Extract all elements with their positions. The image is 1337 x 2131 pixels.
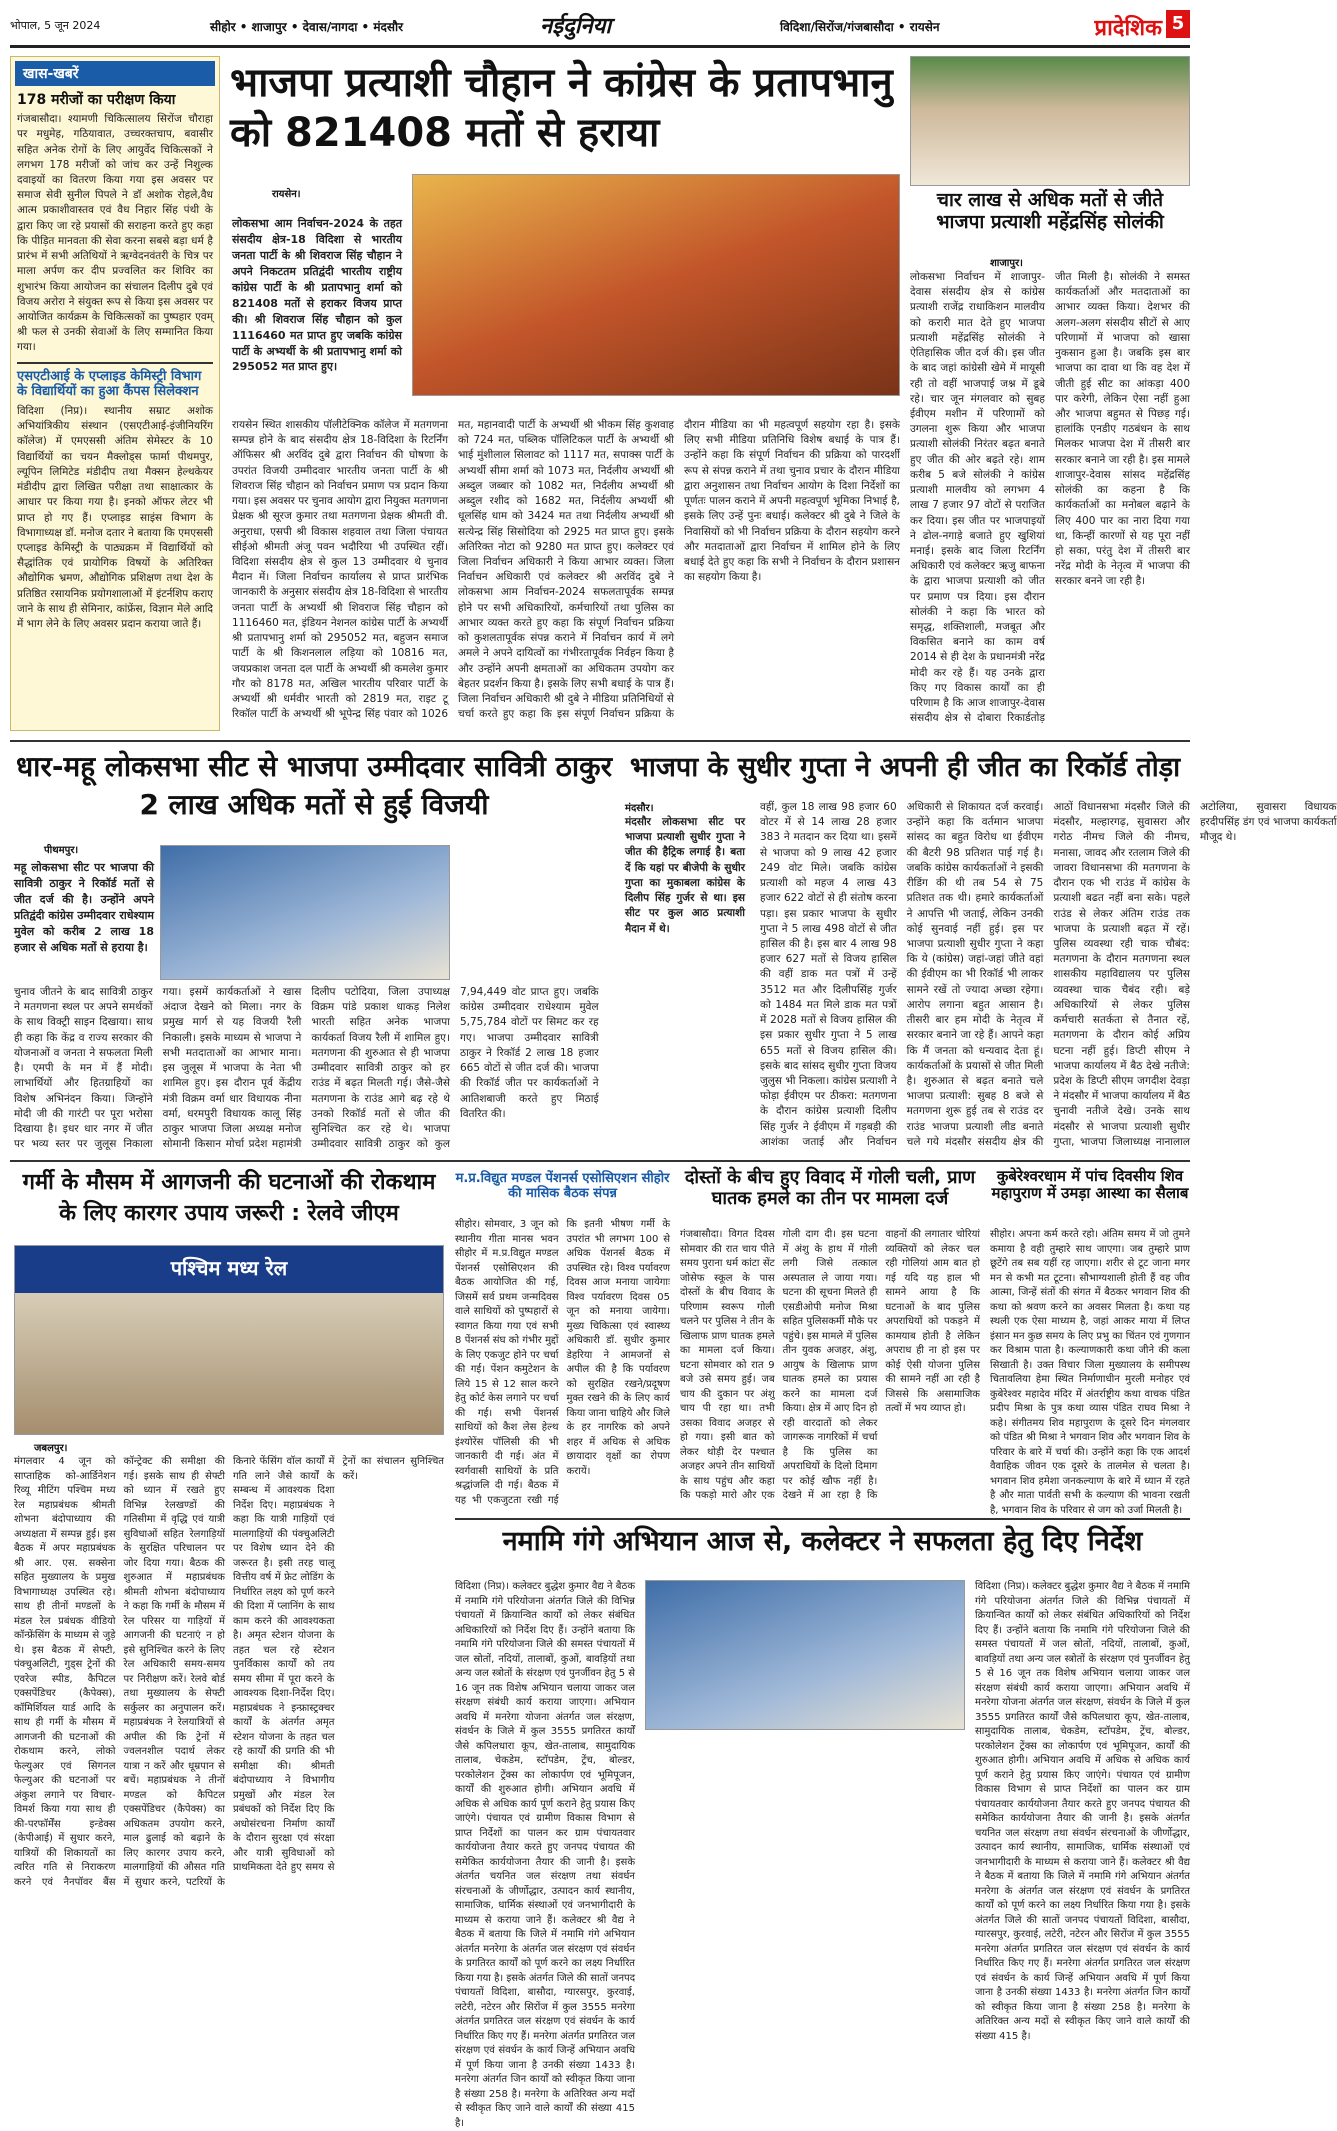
- khas-khabar-sidebar: [10, 56, 220, 731]
- namami-photo: [645, 1580, 965, 1730]
- dateline: रायसेन।: [272, 189, 301, 200]
- story-body: विदिशा (निप्र)। स्थानीय सम्राट अशोक अभियांत्रिकीय संस्थान (एसएटीआई-इंजीनियरिंग कॉलेज) में एमएससी अंतिम सेमेस्टर के 10 विद्यार्थियों का चयन मैक्लोड्स फार्मा पीथमपुर, ल्यूपिन लिमिटेड मंडीदीप तथा मैक्सन हेल्थकेयर मंडीदीप द्वारा लिखित परीक्षा तथा साक्षात्कार के आधार पर किया गया है। इनको ऑफर लेटर भी प्राप्त हो गए हैं। एप्लाइड साइंस विभाग के विभागाध्यक्ष डॉ. मनोज दतार ने बताया कि एमएससी एप्लाइड केमिस्ट्री के पाठ्यक्रम में विद्यार्थियों को सैद्धांतिक एवं प्रायोगिक विषयों के अतिरिक्त औद्योगिक भ्रमण, औद्योगिक प्रशिक्षण तथा देश के प्रतिष्ठित रसायनिक प्रयोगशालाओं में इंटर्नशिप कराए जाने के साथ ही सेमिनार, कांफ्रेंस, विज्ञान मेले आदि में भाग लेने के लिए अवसर प्रदान कराया जाते हैं।: [17, 404, 214, 631]
- dateline: शाजापुर।: [990, 258, 1023, 269]
- page-number: 5: [1166, 10, 1190, 38]
- issue-date: भोपाल, 5 जून 2024: [10, 19, 101, 32]
- kuber-body: सीहोर। अपना कर्म करते रहो। अंतिम समय में जो तुमने कमाया है वही तुम्हारे साथ जाएगा। जब तुम्हारे प्राण छूटेंगे तब सब यहीं रह जाएगा। शरीर से टूट जाना मगर मन से कभी मत टूटना। सौभाग्यशाली होती हैं वह जीव आत्मा, जिन्हें संतों की संगत में बैठकर भगवान शिव की कथा को श्रवण करने का अवसर मिलता है। कथा यह स्थली एक ऐसा माध्यम है, जहां आकर माया में लिप्त इंसान मन कुछ समय के लिए प्रभु का चिंतन एवं गुणगान कर विश्राम पाता है। कल्याणकारी कथा जीने की कला सिखाती है। उक्त विचार जिला मुख्यालय के समीपस्थ चितावलिया हेमा स्थित निर्माणाधीन मुरली मनोहर एवं कुबेरेश्वर महादेव मंदिर में अंतर्राष्ट्रीय कथा वाचक पंडित प्रदीप मिश्रा के पुत्र कथा व्यास पंडित राघव मिश्रा ने कहे। संगीतमय शिव महापुराण के दूसरे दिन मंगलवार को पंडित श्री मिश्रा ने भगवान शिव और भगवान शिव के परिवार के बारे में चर्चा की। उन्होंने कहा कि एक आदर्श वैवाहिक जीवन एक दूसरे के तालमेल से चलता है। भगवान शिव हमेशा जनकल्याण के बारे में ध्यान में रहते है और माता पार्वती सभी के कल्याण की भावना रखती है, भगवान शिव के परिवार से जग को उर्जा मिलती है।: [990, 1229, 1190, 1516]
- savitri-intro: महू लोकसभा सीट पर भाजपा की सावित्री ठाकुर ने रिकॉर्ड मतों से जीत दर्ज की है। उन्होंने अपने प्रतिद्वंदी कांग्रेस उम्मीदवार राधेश्याम मुवेल को करीब 2 लाख 18 हजार से अधिक मतों से हराया है।: [14, 861, 154, 954]
- cities-left: सीहोर • शाजापुर • देवास/नागदा • मंदसौर: [210, 20, 404, 34]
- dateline: जबलपुर।: [34, 1443, 68, 1454]
- dateline: मंदसौर।: [625, 803, 654, 814]
- story-headline: एसएटीआई के एप्लाइड केमिस्ट्री विभाग के विद्यार्थियों का हुआ कैंपस सिलेक्शन: [17, 369, 202, 400]
- dosto-body: गंजबासौदा। विगत दिवस सोमवार की रात चाय पीते समय पुराना धर्म कांटा सेंट जोसेफ स्कूल के पास दोस्तों के बीच विवाद के परिणाम स्वरूप गोली चलने पर पुलिस ने तीन के खिलाफ प्राण घातक हमले का मामला दर्ज किया। घटना सोमवार को रात 9 बजे उसे समय हुई। जब चाय की दुकान पर अंशु चाय पी रहा था। तभी उसका विवाद अजहर से हो गया। इसी बात को लेकर थोड़ी देर पश्चात अजहर अपने तीन साथियों के साथ पहुंच और कहा कि पकड़ो मारो और एक गोली दाग दी। इस घटना में अंशु के हाथ में गोली लगी जिसे तत्काल अस्पताल ले जाया गया। घटना की सूचना मिलते ही एसडीओपी मनोज मिश्रा सहित पुलिसकर्मी मौके पर पहुंचे। इस मामले में पुलिस तीन युवक अजहर, अंशु, आयुष के खिलाफ प्राण घातक हमले का प्रयास करने का मामला दर्ज किया। क्षेत्र में आए दिन हो रही वारदातों को लेकर जागरूक नागरिकों में चर्चा है कि पुलिस का अपराधियों के दिलो दिमाग पर कोई खौफ नहीं है। देखने में आ रहा है कि वाहनों की लगातार चोरियां व्यक्तियों को लेकर चल रही गोलियां आम बात हो गई यदि यह हाल भी सामने आया है कि घटनाओं के बाद पुलिस अपराधियों को पकड़ने में कामयाब होती है लेकिन अपराध ही ना हो इस पर कोई ऐसी योजना पुलिस की सामने नहीं आ रही है जिससे कि असामाजिक तत्वों में भय व्याप्त हो।: [680, 1229, 980, 1501]
- rail-body: मंगलवार 4 जून को साप्ताहिक को-आर्डिनेशन रिव्यू मीटिंग पश्चिम मध्य रेल महाप्रबंधक श्रीमती शोभना बंदोपाध्याय की अध्यक्षता में सम्पन्न हुई। इस बैठक में अपर महाप्रबंधक श्री आर. एस. सक्सेना सहित मुख्यालय के प्रमुख विभागाध्यक्ष उपस्थित रहे। साथ ही तीनों मण्डलों के मंडल रेल प्रबंधक वीडियो कॉन्फ्रेंसिंग के माध्यम से जुड़े थे। इस बैठक में सेफ्टी, पंक्चुअलिटी, गुड्स ट्रेनों की एवरेज स्पीड, कैपिटल एक्सपेंडिचर (कैपेक्स), कॉमिर्शियल यार्ड आदि के साथ ही गर्मी के मौसम में आगजनी की घटनाओं की रोकथाम करने, लोको फेल्युअर एवं सिगनल फेल्युअर की घटनाओं पर अंकुश लगाने पर विचार-विमर्श किया गया साथ ही की-परफॉर्मेंस इन्डेक्स (केपीआई) में सुधार करने, यात्रियों की शिकायतों का त्वरित गति से निराकरण करने एवं नैनपॉवर बैंस कॉन्ट्रेक्ट की समीक्षा की गई। इसके साथ ही सेफ्टी को ध्यान में रखते हुए विभिन्न रेलखण्डों की गतिसीमा में वृद्धि एवं यात्री सुविधाओं सहित रेलगाड़ियों के सुरक्षित परिचालन पर जोर दिया गया। बैठक की शुरुआत में महाप्रबंधक श्रीमती शोभना बंदोपाध्याय ने कहा कि गर्मी के मौसम में रेल परिसर या गाड़ियों में आगजनी की घटनाएं न हो इसे सुनिश्चित करने के लिए रेल अधिकारी समय-समय पर निरीक्षण करें। रेलवे बोर्ड तथा मुख्यालय के सेफ्टी सर्कुलर का अनुपालन करें। महाप्रबंधक ने रेलयात्रियों से अपील की कि ट्रेनों में ज्वलनशील पदार्थ लेकर यात्रा न करें और धूम्रपान से बचें। महाप्रबंधक ने तीनों मण्डल को कैपिटल एक्सपेंडिचर (कैपेक्स) का अधिकतम उपयोग करने, माल ढुलाई को बढ़ाने के लिए कारगर उपाय करने, मालगाड़ियों की औसत गति में सुधार करने, पटरियों के किनारे फेंसिंग वॉल कार्यों में गति लाने जैसे कार्यों के सम्बन्ध में आवश्यक दिशा निर्देश दिए। महाप्रबंधक ने कहा कि यात्री गाड़ियों एवं मालगाड़ियों की पंक्चुअलिटी पर विशेष ध्यान देने की जरूरत है। इसी तरह चालू वित्तीय वर्ष में फ्रेट लोडिंग के निर्धारित लक्ष्य को पूर्ण करने की दिशा में प्लानिंग के साथ काम करने की आवश्यकता है। अमृत स्टेशन योजना के तहत चल रहे स्टेशन पुनर्विकास कार्यों को तय समय सीमा में पूरा करने के आवश्यक दिशा-निर्देश दिए। महाप्रबंधक ने इन्फ्रास्ट्रक्चर कार्यों के अंतर्गत अमृत स्टेशन योजना के तहत चल रहे कार्यों की प्रगति की भी समीक्षा की। श्रीमती बंदोपाध्याय ने विभागीय प्रमुखों और मंडल रेल प्रबंधकों को निर्देश दिए कि अधोसंरचना निर्माण कार्यों के दौरान सुरक्षा एवं संरक्षा और यात्री सुविधाओं को प्राथमिकता देते हुए समय से ट्रेनों का संचालन सुनिश्चित करें।: [14, 1456, 444, 1888]
- namami-headline: नमामि गंगे अभियान आज से, कलेक्टर ने सफलता हेतु दिए निर्देश: [502, 1526, 1143, 1557]
- rail-banner-text: पश्चिम मध्य रेल: [170, 1256, 288, 1280]
- divider: [455, 1518, 1190, 1520]
- lead-headline: भाजपा प्रत्याशी चौहान ने कांग्रेस के प्रतापभानु को 821408 मतों से हराया: [230, 60, 893, 156]
- gupta-body: वहीं, कुल 18 लाख 98 हजार 60 वोटर में से 14 लाख 28 हजार 383 ने मतदान कर दिया था। इसमें से भाजपा को 9 लाख 42 हजार 249 वोट मिले। जबकि कांग्रेस प्रत्याशी को महज 4 लाख 43 हजार 622 वोटों से ही संतोष करना पड़ा। इस प्रकार भाजपा के सुधीर गुप्ता ने 5 लाख 498 वोटों से जीत हासिल की है। इस बार 4 लाख 98 हजार 627 मतों से विजय हासिल की वहीं डाक मत पत्रों में उन्हें 3512 मत और दिलीपसिंह गुर्जर को 1484 मत मिले डाक मत पत्रों में 2028 मतों से विजय हासिल की इस प्रकार सुधीर गुप्ता ने 5 लाख 655 मतों से विजय हासिल की। इसके बाद सांसद सुधीर गुप्ता विजय जुलुस भी निकला। कांग्रेस प्रत्याशी ने फोड़ा ईवीएम पर ठीकरा: मतगणना के दौरान कांग्रेस प्रत्याशी दिलीप सिंह गुर्जर ने ईवीएम में गड़बड़ी की आशंका जताई और निर्वाचन अधिकारी से शिकायत दर्ज करवाई। उन्होंने कहा कि वर्तमान भाजपा सांसद का बहुत विरोध था ईवीएम की बैटरी 98 प्रतिशत पाई गई है। जबकि कांग्रेस कार्यकर्ताओं ने इसकी रीडिंग की थी तब 54 से 75 प्रतिशत तक थी। हमारे कार्यकर्ताओं ने आपत्ति भी जताई, लेकिन उनकी कोई सुनवाई नहीं हुई। इस पर भाजपा प्रत्याशी सुधीर गुप्ता ने कहा कि ये (कांग्रेस) जहां-जहां जीते वहां की ईवीएम का भी रिकॉर्ड भी लाकर सामने रखें तो ज्यादा अच्छा रहेगा। आरोप लगाना बहुत आसान है। तीसरी बार हम मोदी के नेतृत्व में सरकार बनाने जा रहे हैं। आपने कहा कि मैं जनता को धन्यवाद देता हूं। कार्यकर्ताओं के प्रयासों से जीत मिली है। शुरुआत से बढ़त बनाते चले भाजपा प्रत्याशी: सुबह 8 बजे से मतगणना शुरू हुई तब से राउंड दर राउंड भाजपा प्रत्याशी लीड बनाते चले गये मंदसौर संसदीय क्षेत्र की आठों विधानसभा मंदसौर जिले की मंदसौर, मल्हारगढ़, सुवासरा और गरोठ नीमच जिले की नीमच, मनासा, जावद और रतलाम जिले की जावरा विधानसभा की मतगणना के दौरान एक भी राउंड में कांग्रेस के प्रत्याशी बढत नहीं बना सके। पहले राउंड से लेकर अंतिम राउंड तक भाजपा के प्रत्याशी बढ़त में रहें। पुलिस व्यवस्था रही चाक चौबंद: मतगणना के दौरान मतगणना स्थल शासकीय महाविद्यालय पर पुलिस व्यवस्था चाक चैबंद रही। बड़े अधिकारियों से लेकर पुलिस कर्मचारी सतर्कता से तैनात रहें, मतगणना के दौरान कोई अप्रिय घटना नहीं हुई। डिप्टी सीएम ने भाजपा कार्यालय में बैठ देखे नतीजे: प्रदेश के डिप्टी सीएम जगदीश देवड़ा ने मंदसौर में भाजपा कार्यालय में बैठ चुनावी नतीजे देखे। उनके साथ मंदसौर से भाजपा प्रत्याशी सुधीर गुप्ता, भाजपा जिलाध्यक्ष नानालाल अटोलिया, सुवासरा विधायक हरदीपसिंह डंग एवं भाजपा कार्यकर्ता मौजूद थे।: [760, 801, 1337, 1148]
- savitri-headline: धार-महू लोकसभा सीट से भाजपा उम्मीदवार सावित्री ठाकुर 2 लाख अधिक मतों से हुई विजयी: [15, 750, 613, 821]
- solanki-photo: [910, 56, 1190, 186]
- story-body: गंजबासौदा। श्यामणी चिकित्सालय सिरोंज चौराहा पर मधुमेह, गठियावात, उच्चरक्तचाप, बवासीर सहित अनेक रोगों के लिए आयुर्वेद चिकित्सकों ने लगभग 178 मरीजों को जांच कर उन्हें निशुल्क दवाइयों का वितरण किया गया इस अवसर पर समाज सेवी सुनील पिपले ने डॉ अशोक रोहले,वैध आत्म प्रकाशीवास्तव एवं वैध निहार सिंह पंथी के द्वारा किए जा रहे प्रयासों की सराहना करते हुए कहा कि पीड़ित मानवता की सेवा करना सबसे बड़ा धर्म है प्रारंभ में सभी अतिथियों ने ऋग्वेदनवंतरी के चित्र पर माला अर्पण कर दीप प्रज्वलित कर शिविर का शुभारंभ किया आयोजन का संचालन दिलीप दुबे एवं विजय अरोरा ने संयुक्त रूप से किया इस अवसर पर आयोजित कार्यक्रम के चिकित्सकों का पुष्पहार एवम् श्री फल से उनकी सेवाओं के लिए सम्मानित किया गया।: [17, 113, 213, 354]
- lead-intro: लोकसभा आम निर्वाचन-2024 के तहत संसदीय क्षेत्र-18 विदिशा से भारतीय जनता पार्टी के श्री शिवराज सिंह चौहान ने अपने निकटतम प्रतिद्वंदी भारतीय राष्ट्रीय कांग्रेस पार्टी के श्री प्रतापभानु शर्मा को 821408 मतों से हराकर विजय प्राप्त की। श्री शिवराज सिंह चौहान को कुल 1116460 मत प्राप्त हुए जबकि कांग्रेस पार्टी के अभ्यर्थी के श्री प्रतापभानु शर्मा को 295052 मत प्राप्त हुए।: [232, 217, 402, 374]
- savitri-continuation: [460, 840, 610, 1155]
- story-headline: 178 मरीजों का परीक्षण किया: [17, 92, 176, 108]
- solanki-body: लोकसभा निर्वाचन में शाजापुर-देवास संसदीय क्षेत्र से कांग्रेस प्रत्याशी राजेंद्र राधाकिशन मालवीय को करारी मात देते हुए भाजपा प्रत्याशी महेंद्रसिंह सोलंकी ने ऐतिहासिक जीत दर्ज की। इस जीत के बाद जहां कांग्रेसी खेमे में मायूसी रही तो वहीं भाजपाई जश्न में डूबे रहे। चार जून मंगलवार को सुबह ईवीएम मशीन में परिणामों को उगलना शुरू किया और भाजपा प्रत्याशी सोलंकी निरंतर बढ़त बनाते हुए जीत की ओर बढ़ते रहे। शाम करीब 5 बजे सोलंकी ने कांग्रेस प्रत्याशी मालवीय को लगभग 4 लाख 7 हजार 97 वोटों से पराजित कर दिया। इस जीत पर भाजपाइयों ने ढोल-नगाड़े बजाते हुए खुशियां मनाई। इसके बाद जिला रिटर्निंग अधिकारी एवं कलेक्टर ऋजु बाफना के द्वारा भाजपा प्रत्याशी को जीत पर प्रमाण पत्र दिया। इस दौरान सोलंकी ने कहा कि भारत को समृद्ध, शक्तिशाली, मजबूत और विकसित बनाने का काम वर्ष 2014 से ही देश के प्रधानमंत्री नरेंद्र मोदी कर रहे हैं। यह उनके द्वारा किए गए विकास कार्यों का ही परिणाम है कि आज शाजापुर-देवास संसदीय क्षेत्र से दोबारा रिकार्डतोड़ जीत मिली है। सोलंकी ने समस्त कार्यकर्ताओं और मतदाताओं का आभार व्यक्त किया। देशभर की अलग-अलग संसदीय सीटों से आए परिणामों में भाजपा को खासा नुकसान हुआ है। जबकि इस बार भाजपा का दावा था कि वह देश में जीती हुई सीट का आंकड़ा 400 पार करेगी, लेकिन ऐसा नहीं हुआ और भाजपा बहुमत से पिछड़ गई। हालांकि एनडीए गठबंधन के साथ मिलकर भाजपा देश में तीसरी बार सरकार बनाने जा रही है। इस मामले शाजापुर-देवास सांसद महेंद्रसिंह सोलंकी का कहना है कि कार्यकर्ताओं का मनोबल बढ़ाने के लिए 400 पार का नारा दिया गया था, किन्हीं कारणों से यह पूरा नहीं हो सका, परंतु देश में तीसरी बार नरेंद्र मोदी के नेतृत्व में भाजपा की सरकार बनने जा रही है।: [910, 271, 1190, 725]
- divider: [10, 1160, 1190, 1162]
- pension-body: सीहोर। सोमवार, 3 जून को स्थानीय गीता मानस भवन सीहोर में म.प्र.विद्युत मण्डल पेंशनर्स एसोसिएशन की बैठक आयोजित की गई, जिसमें सर्व प्रथम जन्मदिवस वाले साथियों को पुष्पहारों से स्वागत किया गया एवं सभी 8 पेंशनर्स संघ को गंभीर मुद्दों के लिए एकजुट होने पर चर्चा की गई। पेंशन कमुटेशन के लिये 15 से 12 साल करने हेतु कोर्ट केस लगाने पर चर्चा की गई। सभी पेंशनर्स साथियों को कैश लेस हेल्थ इंश्योरेंस पॉलिसी की भी जानकारी दी गई। अंत में स्वर्गवासी साथियों के प्रति श्रद्धांजलि दी गई। बैठक में यह भी एकजुटता रखी गई कि इतनी भीषण गर्मी के उपरांत भी लगभग 100 से अधिक पेंशनर्स बैठक में उपस्थित रहे। विश्व पर्यावरण दिवस आज मनाया जायेगाः विश्व पर्यावरण दिवस 05 जून को मनाया जायेगा। मुख्य चिकित्सा एवं स्वास्थ्य अधिकारी डॉ. सुधीर कुमार डेहरिया ने आमजनों से अपील की है कि पर्यावरण को सुरक्षित रखने/प्रदूषण मुक्त रखने की के लिए कार्य किया जाना चाहिये और जिले के हर नागरिक को अपने शहर में अधिक से अधिक छायादार वृक्षों का रोपण करायें।: [455, 1219, 670, 1506]
- solanki-headline: चार लाख से अधिक मतों से जीते भाजपा प्रत्याशी महेंद्रसिंह सोलंकी: [936, 189, 1164, 233]
- cities-right: विदिशा/सिरोंज/गंजबासौदा • रायसेन: [780, 20, 940, 34]
- rail-photo: [14, 1245, 444, 1435]
- gupta-headline: भाजपा के सुधीर गुप्ता ने अपनी ही जीत का रिकॉर्ड तोड़ा: [629, 752, 1181, 783]
- namami-body-col: विदिशा (निप्र)। कलेक्टर बुद्धेश कुमार वैद्य ने बैठक में नमामि गंगे परियोजना अंतर्गत जिले की विभिन्न पंचायतों में क्रियान्वित कार्यों को लेकर संबंधित अधिकारियों को निर्देश दिए हैं। उन्होंने बताया कि नमामि गंगे परियोजना जिले की समस्त पंचायतों में जल स्रोतों, नदियों, तालाबों, कुओं, बावड़ियों तथा अन्य जल स्त्रोतों के संरक्षण एवं पुनर्जीवन हेतु 5 से 16 जून तक विशेष अभियान चलाया जाकर जल संरक्षण संबंधी कार्य कराया जाएगा। अभियान अवधि में मनरेगा योजना अंतर्गत जल संरक्षण, संवर्धन के जिले में कुल 3555 प्रगतिरत कार्यों जैसे कपिलधारा कूप, खेत-तालाब, सामुदायिक तालाब, चेकडेम, स्टॉपडेम, ट्रेंच, बोल्डर, परकोलेशन ट्रेंक्स का लोकार्पण एवं भूमिपूजन, कार्यों की शुरुआत होगी। अभियान अवधि में अधिक से अधिक कार्य पूर्ण कराने हेतु प्रयास किए जाएंगे। पंचायत एवं ग्रामीण विकास विभाग से प्राप्त निर्देशों का पालन कर ग्राम पंचायतवार कार्ययोजना तैयार करते हुए जनपद पंचायत की समेकित कार्ययोजना तैयार की जानी है। इसके अंतर्गत चयनित जल संरक्षण तथा संवर्धन संरचनाओं के जीर्णोद्धार, उत्पादन कार्य स्थानीय, सामाजिक, धार्मिक संस्थाओं एवं जनभागीदारी के माध्यम से कराया जाने हैं। कलेक्टर श्री वैद्य ने बैठक में बताया कि जिले में नमामि गंगे अभियान अंतर्गत मनरेगा के अंतर्गत जल संरक्षण एवं संवर्धन के प्रगतिरत कार्यों को पूर्ण करने का लक्ष्य निर्धारित किया गया है। इसके अंतर्गत जिले की सातों जनपद पंचायतों विदिशा, बासौदा, ग्यारसपुर, कुरवाई, लटेरी, नटेरन और सिरोंज में कुल 3555 मनरेगा अंतर्गत प्रगतिरत जल संरक्षण एवं संवर्धन के कार्य निर्धारित किए गए हैं। मनरेगा अंतर्गत प्रगतिरत जल संरक्षण एवं संवर्धन के कार्य जिन्हें अभियान अवधि में पूर्ण किया जाना है उनकी संख्या 1433 है। मनरेगा अंतर्गत जिन कार्यों को स्वीकृत किया जाना है संख्या 258 है। मनरेगा के अतिरिक्त अन्य मदों से स्वीकृत किए जाने वाले कार्यों की संख्या 415 है।: [975, 1581, 1190, 2042]
- rail-headline: गर्मी के मौसम में आगजनी की घटनाओं की रोकथाम के लिए कारगर उपाय जरूरी : रेलवे जीएम: [22, 1170, 436, 1226]
- savitri-body: चुनाव जीतने के बाद सावित्री ठाकुर ने मतगणना स्थल पर अपने समर्थकों के साथ विक्ट्री साइन दिखाया। साथ ही कहा कि केंद्र व राज्य सरकार की योजनाओं व जनता ने सफलता मिली है। एमपी के मन में हैं मोदी। लाभार्थियों और हितग्राहियों का विशेष अभिनंदन किया। जिन्होंने मोदी जी की गारंटी पर पूरा भरोसा दिखाया है। इधर धार नगर में जीत पर भव्य स्तर पर जुलूस निकाला गया। इसमें कार्यकर्ताओं ने खास अंदाज देखने को मिला। नगर के प्रमुख मार्ग से यह विजयी रैली निकाली। इसके माध्यम से भाजपा ने सभी मतदाताओं का आभार माना। इस जुलूस में भाजपा के नेता भी शामिल हुए। इस दौरान पूर्व केंद्रीय मंत्री विक्रम वर्मा धार विधायक नीना वर्मा, धरमपुरी विधायक कालू सिंह ठाकुर भाजपा जिला अध्यक्ष मनोज सोमानी किसान मोर्चा प्रदेश महामंत्री दिलीप पटोदिया, जिला उपाध्यक्ष विक्रम पांडे प्रकाश धाकड़ निलेश भारती सहित अनेक भाजपा कार्यकर्ता विजय रैली में शामिल हुए। मतगणना की शुरुआत से ही भाजपा उम्मीदवार सावित्री ठाकुर को हर राउंड में बढ़त मिलती गई। जैसे-जैसे मतगणना के राउंड आगे बढ़ रहे थे उनको रिकॉर्ड मतों से जीत की सुनिश्चित कर रहे थे। भाजपा उम्मीदवार सावित्री ठाकुर को कुल 7,94,449 वोट प्राप्त हुए। जबकि कांग्रेस उम्मीदवार राधेश्याम मुवेल 5,75,784 वोटों पर सिमट कर रह गए। भाजपा उम्मीदवार सावित्री ठाकुर ने रिकॉर्ड 2 लाख 18 हजार 665 वोटों से जीत दर्ज की। भाजपा की रिकॉर्ड जीत पर कार्यकर्ताओं ने आतिशबाजी करते हुए मिठाई वितरित की।: [14, 986, 599, 1151]
- savitri-photo: [160, 845, 450, 980]
- masthead: [10, 8, 1190, 48]
- section-name: प्रादेशिक: [1094, 16, 1162, 41]
- kuber-headline: कुबेरेश्वरधाम में पांच दिवसीय शिव महापुराण में उमड़ा आस्था का सैलाब: [991, 1167, 1189, 1203]
- khas-khabar-tag: खास-खबरें: [15, 61, 215, 86]
- newspaper-logo: नईदुनिया: [540, 14, 612, 39]
- dateline: पीथमपुर।: [44, 845, 79, 856]
- lead-photo: [412, 174, 900, 396]
- divider: [10, 740, 1190, 742]
- gupta-intro: मंदसौर लोकसभा सीट पर भाजपा प्रत्याशी सुधीर गुप्ता ने जीत की हैट्रिक लगाई है। बता दें कि यहां पर बीजेपी के सुधीर गुप्ता का मुकाबला कांग्रेस के दिलीप सिंह गुर्जर से था। इस सीट पर कुल आठ प्रत्याशी मैदान में थे।: [625, 816, 745, 935]
- namami-body: विदिशा (निप्र)। कलेक्टर बुद्धेश कुमार वैद्य ने बैठक में नमामि गंगे परियोजना अंतर्गत जिले की विभिन्न पंचायतों में क्रियान्वित कार्यों को लेकर संबंधित अधिकारियों को निर्देश दिए हैं। उन्होंने बताया कि नमामि गंगे परियोजना जिले की समस्त पंचायतों में जल स्रोतों, नदियों, तालाबों, कुओं, बावड़ियों तथा अन्य जल स्त्रोतों के संरक्षण एवं पुनर्जीवन हेतु 5 से 16 जून तक विशेष अभियान चलाया जाकर जल संरक्षण संबंधी कार्य कराया जाएगा। अभियान अवधि में मनरेगा योजना अंतर्गत जल संरक्षण, संवर्धन के जिले में कुल 3555 प्रगतिरत कार्यों जैसे कपिलधारा कूप, खेत-तालाब, सामुदायिक तालाब, चेकडेम, स्टॉपडेम, ट्रेंच, बोल्डर, परकोलेशन ट्रेंक्स का लोकार्पण एवं भूमिपूजन, कार्यों की शुरुआत होगी। अभियान अवधि में अधिक से अधिक कार्य पूर्ण कराने हेतु प्रयास किए जाएंगे। पंचायत एवं ग्रामीण विकास विभाग से प्राप्त निर्देशों का पालन कर ग्राम पंचायतवार कार्ययोजना तैयार करते हुए जनपद पंचायत की समेकित कार्ययोजना तैयार की जानी है। इसके अंतर्गत चयनित जल संरक्षण तथा संवर्धन संरचनाओं के जीर्णोद्धार, उत्पादन कार्य स्थानीय, सामाजिक, धार्मिक संस्थाओं एवं जनभागीदारी के माध्यम से कराया जाने हैं। कलेक्टर श्री वैद्य ने बैठक में बताया कि जिले में नमामि गंगे अभियान अंतर्गत मनरेगा के अंतर्गत जल संरक्षण एवं संवर्धन के प्रगतिरत कार्यों को पूर्ण करने का लक्ष्य निर्धारित किया गया है। इसके अंतर्गत जिले की सातों जनपद पंचायतों विदिशा, बासौदा, ग्यारसपुर, कुरवाई, लटेरी, नटेरन और सिरोंज में कुल 3555 मनरेगा अंतर्गत प्रगतिरत जल संरक्षण एवं संवर्धन के कार्य निर्धारित किए गए हैं। मनरेगा अंतर्गत प्रगतिरत जल संरक्षण एवं संवर्धन के कार्य जिन्हें अभियान अवधि में पूर्ण किया जाना है उनकी संख्या 1433 है। मनरेगा अंतर्गत जिन कार्यों को स्वीकृत किया जाना है संख्या 258 है। मनरेगा के अतिरिक्त अन्य मदों से स्वीकृत किए जाने वाले कार्यों की संख्या 415 है।: [455, 1581, 635, 2129]
- lead-body: रायसेन स्थित शासकीय पॉलीटेक्निक कॉलेज में मतगणना सम्पन्न होने के बाद संसदीय क्षेत्र 18-विदिशा के रिटर्निंग ऑफिसर श्री अरविंद दुबे द्वारा निर्वाचन की घोषणा के उपरांत विजयी उम्मीदवार भारतीय जनता पार्टी के श्री शिवराज सिंह चौहान को निर्वाचन प्रमाण पत्र प्रदान किया गया। इस अवसर पर चुनाव आयोग द्वारा नियुक्त मतगणना प्रेक्षक श्री सूरज कुमार तथा मतगणना प्रेक्षक श्रीमती वी. अनुराधा, एसपी श्री विकास शहवाल तथा जिला पंचायत सीईओ श्रीमती अंजू पवन भदौरिया भी उपस्थित रहीं। विदिशा संसदीय क्षेत्र से कुल 13 उम्मीदवार थे चुनाव मैदान में। जिला निर्वाचन कार्यालय से प्राप्त प्रारंभिक जानकारी के अनुसार संसदीय क्षेत्र 18-विदिशा से भारतीय जनता पार्टी के अभ्यर्थी श्री शिवराज सिंह चौहान को 1116460 मत, इंडियन नेशनल कांग्रेस पार्टी के अभ्यर्थी श्री प्रतापभानु शर्मा को 295052 मत, बहुजन समाज पार्टी के श्री किशनलाल लड़िया को 10816 मत, जयप्रकाश जनता दल पार्टी के अभ्यर्थी श्री कमलेश कुमार गौर को 8178 मत, अखिल भारतीय परिवार पार्टी के अभ्यर्थी श्री धर्मवीर भारती को 2819 मत, राइट टू रिकॉल पार्टी के अभ्यर्थी श्री भूपेन्द्र सिंह पंवार को 1026 मत, महानवादी पार्टी के अभ्यर्थी श्री भीकम सिंह कुशवाह को 724 मत, पब्लिक पॉलिटिकल पार्टी के अभ्यर्थी श्री भाई मुंशीलाल सिलावट को 1117 मत, सपाक्स पार्टी के अभ्यर्थी सीमा शर्मा को 1073 मत, निर्दलीय अभ्यर्थी श्री अब्दुल जब्बार को 1082 मत, निर्दलीय अभ्यर्थी श्री अब्दुल रशीद को 1682 मत, निर्दलीय अभ्यर्थी श्री धूलसिंह धाम को 3424 मत तथा निर्दलीय अभ्यर्थी श्री सत्येन्द्र सिंह सिसोदिया को 2925 मत प्राप्त हुए। इसके अतिरिक्त नोटा को 9280 मत प्राप्त हुए। कलेक्टर एवं जिला निर्वाचन अधिकारी ने किया आभार व्यक्त। जिला निर्वाचन अधिकारी एवं कलेक्टर श्री अरविंद दुबे ने लोकसभा आम निर्वाचन-2024 सफलतापूर्वक सम्पन्न होने पर सभी अधिकारियों, कर्मचारियों तथा पुलिस का आभार व्यक्त करते हुए कहा कि संपूर्ण निर्वाचन प्रक्रिया को कुशलतापूर्वक संपन्न कराने में निर्वाचन कार्य में लगे अमले ने अपने दायित्वों का गंभीरतापूर्वक निर्वहन किया है और उन्होंने अपनी क्षमताओं का अधिकतम उपयोग कर बेहतर प्रदर्शन किया है। इसके लिए सभी बधाई के पात्र हैं। जिला निर्वाचन अधिकारी श्री दुबे ने मीडिया प्रतिनिधियों से चर्चा करते हुए कहा कि इस संपूर्ण निर्वाचन प्रक्रिया के दौरान मीडिया का भी महत्वपूर्ण सहयोग रहा है। इसके लिए सभी मीडिया प्रतिनिधि विशेष बधाई के पात्र हैं। उन्होंने कहा कि संपूर्ण निर्वाचन की प्रक्रिया को पारदर्शी रूप से संपन्न कराने में तथा चुनाव प्रचार के दौरान मीडिया द्वारा अनुशासन तथा निर्वाचन आयोग के दिशा निर्देशों का पूर्णतः पालन कराने में अपनी महत्वपूर्ण भूमिका निभाई है, इसके लिए उन्हें पुनः बधाई। कलेक्टर श्री दुबे ने जिले के निवासियों को भी निर्वाचन प्रक्रिया के दौरान सहयोग करने और मतदाताओं द्वारा निर्वाचन में शामिल होने के लिए बधाई देते हुए कहा कि सभी ने निर्वाचन के दौरान प्रशासन का सहयोग किया है।: [232, 419, 900, 721]
- lead-headline-box: [230, 58, 900, 170]
- pension-headline: म.प्र.विद्युत मण्डल पेंशनर्स एसोसिएशन सीहोर की मासिक बैठक संपन्न: [455, 1171, 670, 1201]
- dosto-headline: दोस्तों के बीच हुए विवाद में गोली चली, प्राण घातक हमले का तीन पर मामला दर्ज: [684, 1167, 976, 1209]
